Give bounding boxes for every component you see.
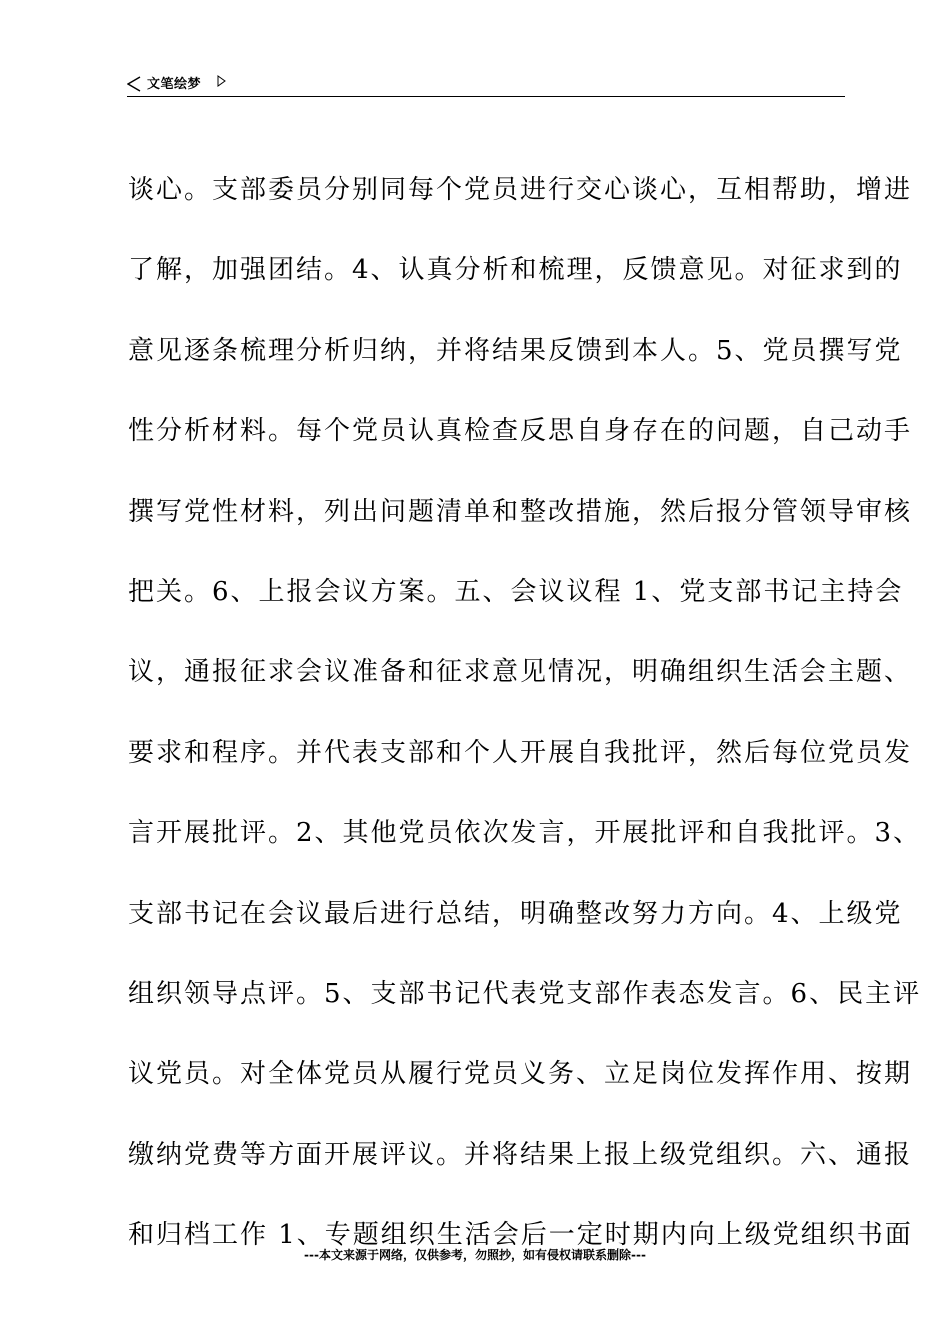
text-line: 把关。6、上报会议方案。五、会议议程 1、党支部书记主持会 (128, 576, 904, 607)
triangle-right-icon (217, 75, 226, 87)
text-line: 和归档工作 1、专题组织生活会后一定时期内向上级党组织书面 (128, 1220, 913, 1251)
text-line: 要求和程序。并代表支部和个人开展自我批评，然后每位党员发 (128, 737, 913, 768)
footer-disclaimer: ---本文来源于网络，仅供参考，勿照抄，如有侵权请联系删除--- (304, 1248, 646, 1262)
text-line: 了解，加强团结。4、认真分析和梳理，反馈意见。对征求到的 (128, 255, 903, 286)
text-line: 支部书记在会议最后进行总结，明确整改努力方向。4、上级党 (128, 898, 903, 929)
document-body (128, 168, 922, 1293)
text-line: 谈心。支部委员分别同每个党员进行交心谈心，互相帮助，增进 (128, 175, 913, 205)
header-divider (127, 96, 845, 97)
text-line: 撰写党性材料，列出问题清单和整改措施，然后报分管领导审核 (128, 496, 913, 527)
header-title: 文笔绘梦 (147, 77, 202, 92)
text-line: 议党员。对全体党员从履行党员义务、立足岗位发挥作用、按期 (128, 1059, 913, 1090)
text-line: 缴纳党费等方面开展评议。并将结果上报上级党组织。六、通报 (128, 1139, 913, 1170)
text-line: 性分析材料。每个党员认真检查反思自身存在的问题，自己动手 (128, 416, 913, 447)
text-line: 组织领导点评。5、支部书记代表党支部作表态发言。6、民主评 (128, 978, 922, 1009)
text-line: 意见逐条梳理分析归纳，并将结果反馈到本人。5、党员撰写党 (128, 335, 903, 366)
page-header (127, 74, 845, 96)
text-line: 言开展批评。2、其他党员依次发言，开展批评和自我批评。3、 (128, 818, 922, 849)
triangle-left-icon (127, 76, 141, 92)
text-line: 议，通报征求会议准备和征求意见情况，明确组织生活会主题、 (128, 657, 913, 688)
